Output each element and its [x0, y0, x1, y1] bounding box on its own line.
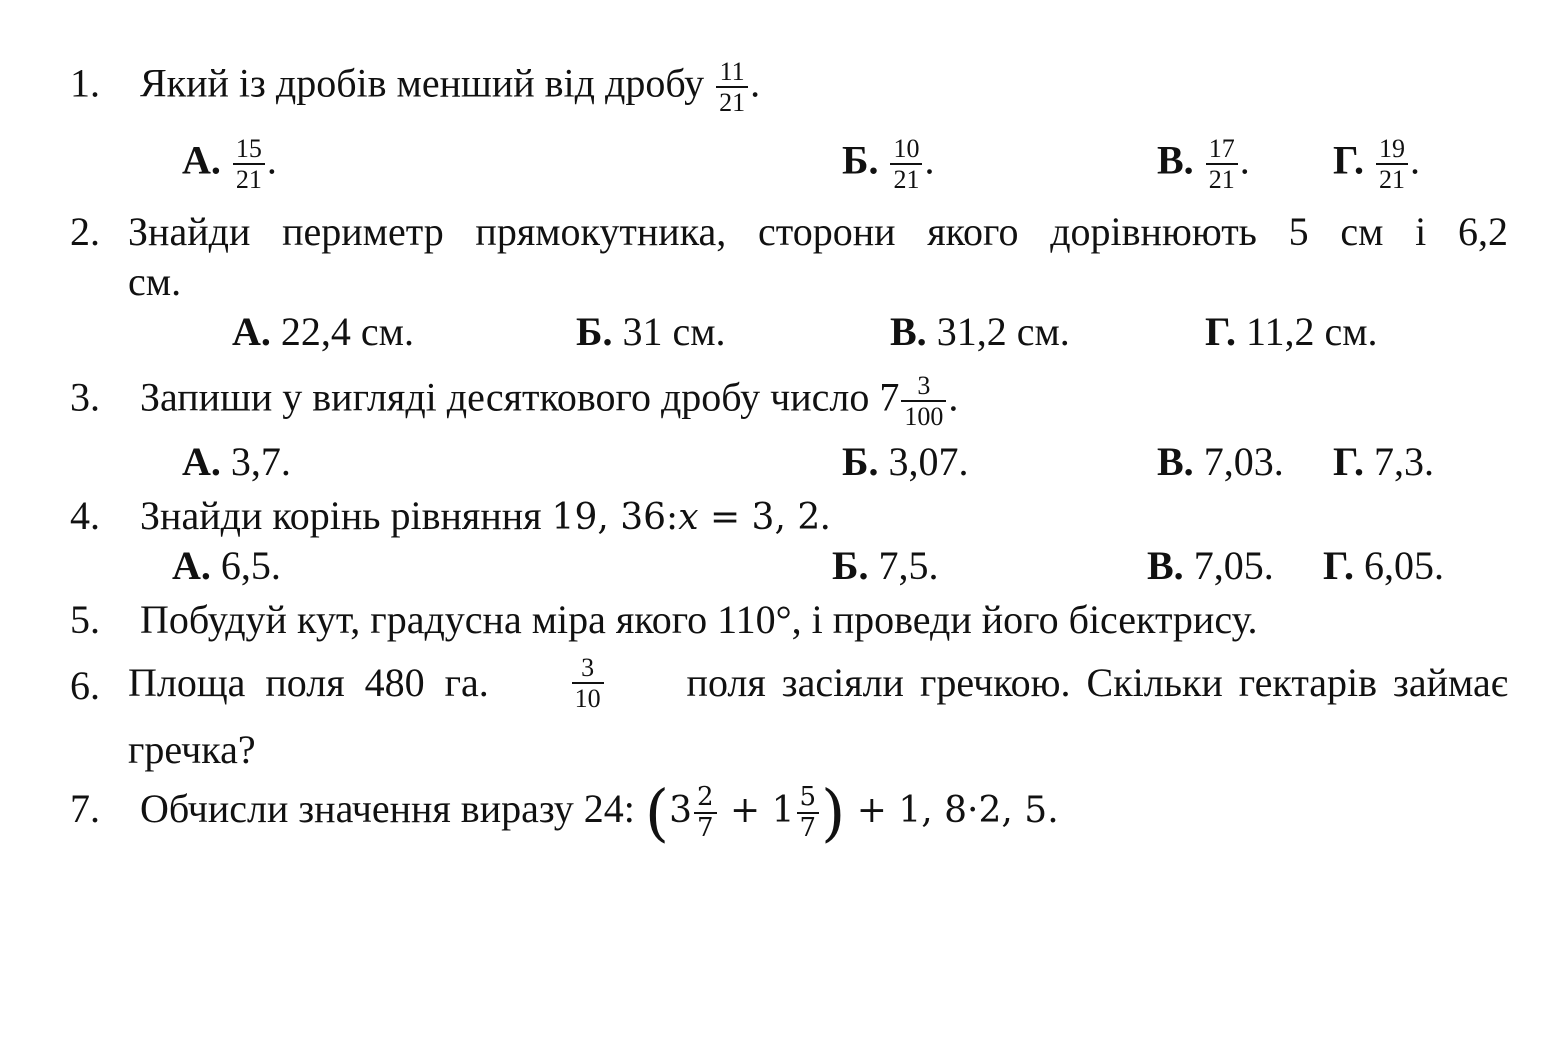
question-1-option-a: А. $\frac{15}{21}$ .	[182, 134, 277, 195]
question-4: 4. Знайди корінь рівняння 19, 36:x = 3, 2.	[70, 493, 831, 538]
question-5-text: Побудуй кут, градусна міра якого 110°, і проведи його бісектрису.	[140, 597, 1258, 642]
question-6-number: 6.	[70, 663, 100, 708]
question-7	[70, 776, 1059, 849]
question-3-option-c: В. 7,03.	[1157, 439, 1284, 484]
question-4-text: Знайди корінь рівняння	[140, 493, 542, 538]
question-7-text: Обчисли значення виразу 24:	[140, 786, 635, 831]
question-6-text: Площа поля 480 га. $\frac{3}{10}$ поля засіяли гречкою. Скільки гектарів займає	[128, 653, 1508, 714]
question-2-text: Знайди периметр прямокутника, сторони якого дорівнюють 5 см і 6,2	[128, 209, 1508, 254]
question-4-option-c: В. 7,05.	[1147, 543, 1274, 588]
question-2-option-b: Б. 31 см.	[576, 309, 726, 354]
question-1: 1. Який із дробів менший від дробу $\frac{11}{21}$ .	[70, 57, 761, 118]
question-1-option-d: Г. $\frac{19}{21}$ .	[1333, 134, 1420, 195]
question-7-number: 7.	[70, 786, 100, 831]
question-1-number: 1.	[70, 60, 100, 106]
question-5	[70, 597, 1258, 642]
question-4-option-a: А. 6,5.	[172, 543, 281, 588]
question-5-number: 5.	[70, 597, 100, 642]
question-3-text: Запиши у вигляді десяткового дробу число 7	[140, 374, 900, 420]
question-2-option-a: А. 22,4 см.	[232, 309, 414, 354]
question-3: 3. Запиши у вигляді десяткового дробу число 7 $\frac{3}{100}$ .	[70, 371, 959, 432]
question-4-option-d: Г. 6,05.	[1323, 543, 1444, 588]
question-4-option-b: Б. 7,5.	[832, 543, 939, 588]
question-3-option-b: Б. 3,07.	[842, 439, 969, 484]
question-1-option-b: Б. $\frac{10}{21}$ .	[842, 134, 935, 195]
question-4-number: 4.	[70, 493, 100, 538]
question-2-text-continued: см.	[128, 259, 182, 304]
question-3-option-d: Г. 7,3.	[1333, 439, 1434, 484]
question-1-option-c: В. $\frac{17}{21}$ .	[1157, 134, 1250, 195]
question-2-number: 2.	[70, 209, 100, 254]
question-6-text-continued: гречка?	[128, 727, 256, 772]
question-7-expression: (3 $\frac{2}{7}$ + 1 $\frac{5}{7}$ ) + 1, 8·2, 5.	[644, 776, 1059, 849]
question-3-fraction: $\frac{3}{100}$	[901, 372, 946, 431]
question-6-fraction: $\frac{3}{10}$	[572, 654, 604, 713]
question-3-option-a: А. 3,7.	[182, 439, 291, 484]
question-2-option-c: В. 31,2 см.	[890, 309, 1070, 354]
question-4-equation: 19, 36:x = 3, 2	[551, 497, 821, 538]
question-1-text: Який із дробів менший від дробу	[140, 60, 705, 106]
question-2-option-d: Г. 11,2 см.	[1205, 309, 1378, 354]
question-1-fraction: $\frac{11}{21}$	[716, 58, 748, 117]
question-3-number: 3.	[70, 374, 100, 420]
